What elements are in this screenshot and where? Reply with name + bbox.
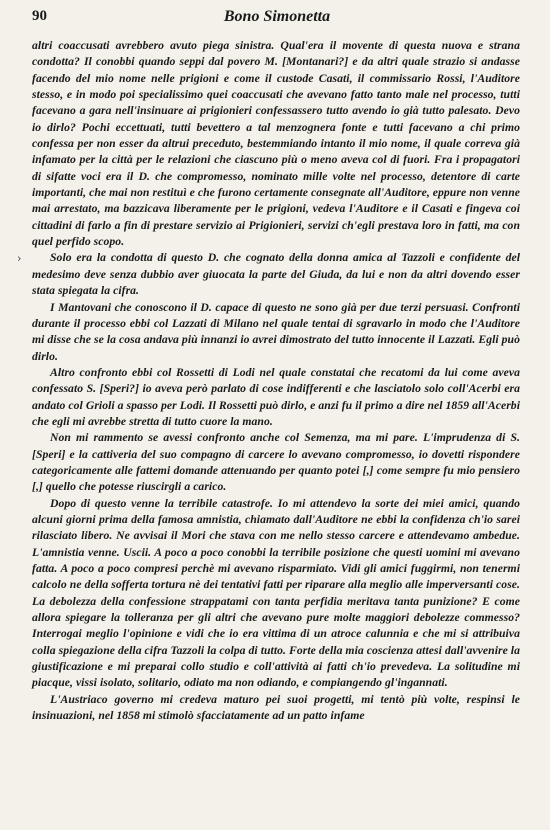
paragraph: Dopo di questo venne la terribile catastrofe. Io mi attendevo la sorte dei miei amici, quando alcuni giorni prima della famosa amnistia, chiamato dall'Auditore ne ebbi la confidenza ch'io sarei rilasciato libero. Ne avvisai il Mori che stava con me nello stesso carcere e attendevamo ambedue. L'amnistia venne. Uscii. A poco a poco conobbi la terribile posizione che questi uomini mi avevano fatta. A poco a poco compresi perchè mi avevano risparmiato. Vidi gli amici fuggirmi, non tenermi calcolo ne della sofferta tortura nè dei tentativi fatti per riparare alla meglio alle imperversanti cose. La debolezza della confessione strappatami con tanta perfidia meritava tanta punizione? E come allora spiegare la tolleranza per gli altri che avevano pure molte maggiori debolezze commesso? Interrogai meglio l'opinione e vidi che io era vittima di un atroce calunnia e che mi si attribuiva colla spiegazione della cifra Tazzoli la colpa di tutto. Forte della mia coscienza attesi dall'avvenire la giustificazione e mi preparai collo studio e coll'attività ai fatti ch'io prevedeva. La solitudine mi piacque, vissi isolato, solitario, odiato ma non odiando, e compiangendo gl'ingannati. xyxy=(32,496,520,690)
body-text xyxy=(32,38,520,724)
paragraph: I Mantovani che conoscono il D. capace di questo ne sono già per due terzi persuasi. Confronti durante il processo ebbi col Lazzati di Milano nel quale tentai di sgravarlo in modo che l'Auditore mi disse che se la cosa andava più innanzi io avrei dimostrato del tutto innocente il Lazzati. Egli può dirlo. xyxy=(32,300,520,363)
paragraph: altri coaccusati avrebbero avuto piega sinistra. Qual'era il movente di questa nuova e strana condotta? Il conobbi quando seppi dal povero M. [Montanari?] e da altri quale strazio si andasse facendo del mio nome nelle prigioni e come il custode Casati, il commissario Rossi, l'Auditore stesso, e in modo poi specialissimo quei coaccusati che avevano fatto tanto male nel processo, tutti facevano a gara nell'insinuare ai prigionieri confessassero tutto avendo io già tutto palesato. Devo io dirlo? Pochi eccettuati, tutti bevettero a tal menzognera fonte e tutti facevano a chi primo confessa per non esser da altrui preceduto, bestemmiando intanto il mio nome, il quale correva già infamato per la città per le relazioni che ciascuno più o meno aveva col di fuori. Fra i propagatori di sifatte voci era il D. che compromesso, nominato mille volte nel processo, detentore di carte importanti, che mai non restituì e che furono certamente consegnate all'Auditore, eppure non venne mai arrestato, ma bazzicava liberamente per le prigioni, vedeva l'Auditore e il Casati e fingeva coi cittadini di farlo a fin di prestare servizio ai Prigionieri, servizi ch'egli prestava loro in fatti, ma con quel perfido scopo. xyxy=(32,39,520,249)
running-head: Bono Simonetta xyxy=(223,8,331,25)
paragraph: Non mi rammento se avessi confronto anche col Semenza, ma mi pare. L'imprudenza di S. [Speri] e la cattiveria del suo compagno di carcere lo avevano compromesso, io dovetti rispondere categoricamente alle fattemi domande attenuando per quanto potei [,] come sempre fu mio pensiero [,] quello che potesse riuscirgli a carico. xyxy=(32,431,520,494)
paragraph: L'Austriaco governo mi credeva maturo pei suoi progetti, mi tentò più volte, respinsi le insinuazioni, nel 1858 mi stimolò sfacciatamente ad un patto infame xyxy=(32,692,520,723)
paragraph: Altro confronto ebbi col Rossetti di Lodi nel quale constatai che recatomi da lui come aveva confessato S. [Speri?] io aveva però parlato di cose indifferenti e che lasciatolo solo coll'Acerbi era andato col Grioli a spasso per Lodi. Il Rossetti può dirlo, e anzi fu il primo a dire nel 1859 all'Acerbi che egli mi avrebbe stretta di tutto cuore la mano. xyxy=(32,365,520,428)
page-header xyxy=(32,8,522,30)
paragraph: Solo era la condotta di questo D. che cognato della donna amica al Tazzoli e confidente del medesimo deve senza dubbio aver giuocata la parte del Giuda, da lui e non da altri dovendo esser stata spiegata la cifra. xyxy=(32,251,520,298)
margin-mark: › xyxy=(17,252,22,265)
page-number: 90 xyxy=(32,8,47,24)
